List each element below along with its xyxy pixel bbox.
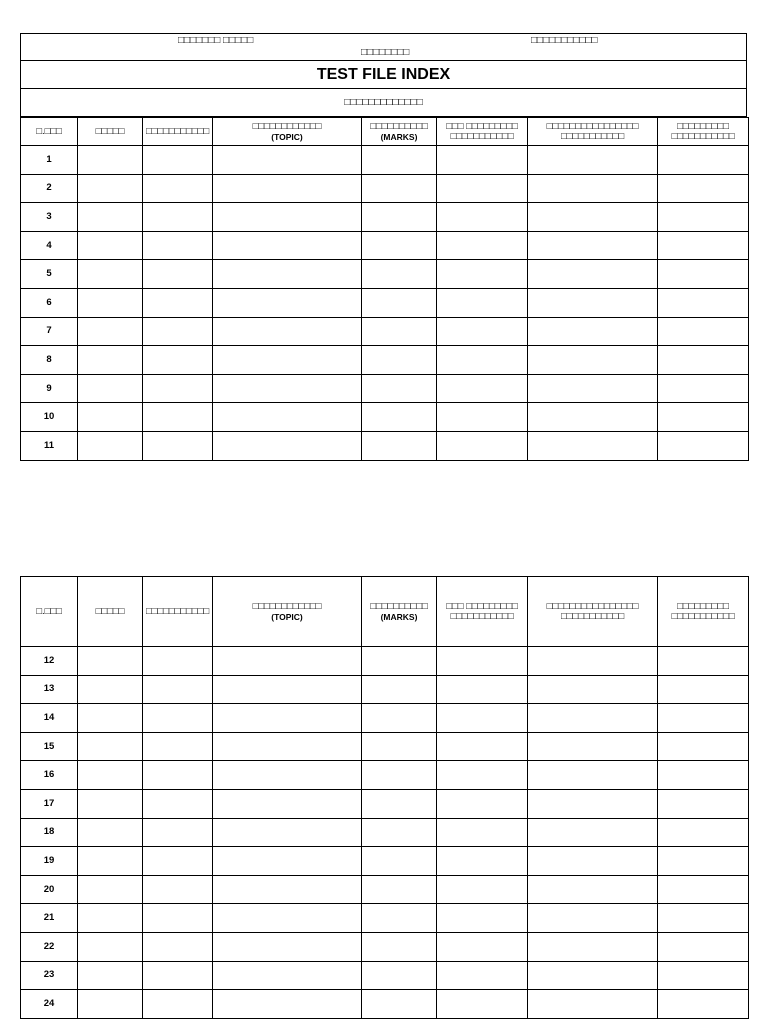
blank-entry-cell[interactable]: [362, 847, 437, 876]
column-header: [658, 577, 749, 647]
blank-entry-cell[interactable]: [213, 203, 362, 232]
blank-entry-cell[interactable]: [213, 675, 362, 704]
blank-entry-cell[interactable]: [362, 904, 437, 933]
blank-entry-cell[interactable]: [437, 875, 528, 904]
blank-entry-cell[interactable]: [143, 761, 213, 790]
blank-entry-cell[interactable]: [362, 789, 437, 818]
blank-entry-cell[interactable]: [213, 260, 362, 289]
blank-entry-cell[interactable]: [658, 875, 749, 904]
blank-entry-cell[interactable]: [78, 990, 143, 1019]
table-row: [21, 231, 749, 260]
blank-entry-cell[interactable]: [213, 146, 362, 175]
blank-entry-cell[interactable]: [143, 431, 213, 460]
blank-entry-cell[interactable]: [78, 288, 143, 317]
blank-entry-cell[interactable]: [437, 789, 528, 818]
table-row: [21, 174, 749, 203]
blank-entry-cell[interactable]: [658, 317, 749, 346]
blank-entry-cell[interactable]: [78, 260, 143, 289]
serial-number-cell: 13: [21, 675, 78, 704]
index-table-2: [20, 576, 749, 1019]
blank-entry-cell[interactable]: [437, 288, 528, 317]
blank-entry-cell[interactable]: [658, 789, 749, 818]
blank-entry-cell[interactable]: [78, 374, 143, 403]
blank-entry-cell[interactable]: [437, 818, 528, 847]
serial-number-cell: 22: [21, 932, 78, 961]
column-header: [21, 118, 78, 146]
blank-entry-cell[interactable]: [658, 732, 749, 761]
blank-entry-cell[interactable]: [143, 374, 213, 403]
blank-entry-cell[interactable]: [658, 932, 749, 961]
table-row: [21, 146, 749, 175]
blank-entry-cell[interactable]: [78, 317, 143, 346]
table-row: [21, 647, 749, 676]
blank-entry-cell[interactable]: [213, 761, 362, 790]
blank-entry-cell[interactable]: [78, 704, 143, 733]
table-row: [21, 704, 749, 733]
blank-entry-cell[interactable]: [658, 847, 749, 876]
table-row: [21, 789, 749, 818]
column-header-sublabel: (MARKS): [380, 611, 418, 622]
blank-entry-cell[interactable]: [213, 932, 362, 961]
blank-entry-cell[interactable]: [78, 875, 143, 904]
blank-entry-cell[interactable]: [528, 431, 658, 460]
table-body: [21, 146, 749, 461]
blank-entry-cell[interactable]: [437, 260, 528, 289]
blank-entry-cell[interactable]: [658, 904, 749, 933]
blank-entry-cell[interactable]: [362, 761, 437, 790]
blank-entry-cell[interactable]: [78, 761, 143, 790]
serial-number-cell: 9: [21, 374, 78, 403]
blank-entry-cell[interactable]: [78, 789, 143, 818]
blank-entry-cell[interactable]: [213, 346, 362, 375]
blank-entry-cell[interactable]: [213, 403, 362, 432]
blank-entry-cell[interactable]: [213, 875, 362, 904]
column-header-label: □□□ □□□□□□□□□ □□□□□□□□□□□: [446, 600, 518, 622]
blank-entry-cell[interactable]: [528, 932, 658, 961]
blank-entry-cell[interactable]: [143, 932, 213, 961]
column-header-label: □.□□□: [36, 125, 62, 137]
blank-entry-cell[interactable]: [143, 904, 213, 933]
table-row: [21, 374, 749, 403]
blank-entry-cell[interactable]: [437, 990, 528, 1019]
table-body: [21, 647, 749, 1019]
blank-entry-cell[interactable]: [528, 818, 658, 847]
blank-entry-cell[interactable]: [658, 403, 749, 432]
blank-entry-cell[interactable]: [213, 317, 362, 346]
blank-entry-cell[interactable]: [528, 174, 658, 203]
table-row: [21, 346, 749, 375]
blank-entry-cell[interactable]: [437, 231, 528, 260]
column-header: [213, 118, 362, 146]
column-header: [528, 577, 658, 647]
blank-entry-cell[interactable]: [528, 789, 658, 818]
blank-entry-cell[interactable]: [658, 818, 749, 847]
blank-entry-cell[interactable]: [528, 675, 658, 704]
column-header: [213, 577, 362, 647]
blank-entry-cell[interactable]: [78, 431, 143, 460]
blank-entry-cell[interactable]: [143, 647, 213, 676]
serial-number-cell: 12: [21, 647, 78, 676]
column-header: [437, 118, 528, 146]
blank-entry-cell[interactable]: [437, 403, 528, 432]
blank-entry-cell[interactable]: [213, 990, 362, 1019]
blank-entry-cell[interactable]: [528, 990, 658, 1019]
column-header-label: □□□□□□□□□□□: [145, 605, 210, 617]
blank-entry-cell[interactable]: [437, 346, 528, 375]
blank-entry-cell[interactable]: [528, 346, 658, 375]
serial-number-cell: 8: [21, 346, 78, 375]
table-row: [21, 675, 749, 704]
blank-entry-cell[interactable]: [528, 260, 658, 289]
blank-entry-cell[interactable]: [437, 174, 528, 203]
table-row: [21, 761, 749, 790]
blank-entry-cell[interactable]: [528, 403, 658, 432]
blank-entry-cell[interactable]: [528, 847, 658, 876]
blank-entry-cell[interactable]: [528, 647, 658, 676]
blank-entry-cell[interactable]: [528, 875, 658, 904]
blank-entry-cell[interactable]: [78, 961, 143, 990]
blank-entry-cell[interactable]: [362, 875, 437, 904]
table-row: [21, 260, 749, 289]
blank-entry-cell[interactable]: [437, 431, 528, 460]
blank-entry-cell[interactable]: [213, 818, 362, 847]
blank-entry-cell[interactable]: [658, 288, 749, 317]
blank-entry-cell[interactable]: [362, 932, 437, 961]
serial-number-cell: 7: [21, 317, 78, 346]
blank-entry-cell[interactable]: [78, 203, 143, 232]
class-label: □□□□□□□□: [361, 47, 410, 58]
blank-entry-cell[interactable]: [78, 818, 143, 847]
blank-entry-cell[interactable]: [78, 904, 143, 933]
blank-entry-cell[interactable]: [528, 961, 658, 990]
blank-entry-cell[interactable]: [437, 847, 528, 876]
serial-number-cell: 14: [21, 704, 78, 733]
blank-entry-cell[interactable]: [78, 403, 143, 432]
blank-entry-cell[interactable]: [658, 761, 749, 790]
column-header-label: □□□□□□□□□□□□□□□□ □□□□□□□□□□□: [546, 600, 639, 622]
blank-entry-cell[interactable]: [362, 203, 437, 232]
blank-entry-cell[interactable]: [437, 932, 528, 961]
subject-label: □□□□□□□□□□□: [531, 35, 598, 46]
blank-entry-cell[interactable]: [658, 231, 749, 260]
blank-entry-cell[interactable]: [213, 704, 362, 733]
column-header-label: □.□□□: [36, 605, 62, 617]
column-header-label: □□□□□□□□□ □□□□□□□□□□□: [671, 600, 735, 622]
blank-entry-cell[interactable]: [658, 146, 749, 175]
blank-entry-cell[interactable]: [437, 146, 528, 175]
column-header-label: □□□□□□□□□□□□□□□□ □□□□□□□□□□□: [546, 120, 639, 142]
column-header: [528, 118, 658, 146]
blank-entry-cell[interactable]: [658, 346, 749, 375]
table-row: [21, 875, 749, 904]
blank-entry-cell[interactable]: [362, 732, 437, 761]
blank-entry-cell[interactable]: [362, 961, 437, 990]
column-header: [78, 577, 143, 647]
blank-entry-cell[interactable]: [437, 203, 528, 232]
blank-entry-cell[interactable]: [362, 675, 437, 704]
school-name-label: □□□□□□□ □□□□□: [178, 35, 254, 46]
blank-entry-cell[interactable]: [78, 732, 143, 761]
header-row: [20, 33, 747, 61]
blank-entry-cell[interactable]: [362, 174, 437, 203]
blank-entry-cell[interactable]: [143, 732, 213, 761]
blank-entry-cell[interactable]: [213, 961, 362, 990]
blank-entry-cell[interactable]: [362, 431, 437, 460]
column-header-label: □□□□□□□□□□: [370, 600, 428, 612]
blank-entry-cell[interactable]: [143, 346, 213, 375]
column-header-label: □□□□□□□□□□□: [145, 125, 210, 137]
blank-entry-cell[interactable]: [362, 346, 437, 375]
blank-entry-cell[interactable]: [78, 346, 143, 375]
blank-entry-cell[interactable]: [213, 231, 362, 260]
table-row: [21, 932, 749, 961]
blank-entry-cell[interactable]: [362, 317, 437, 346]
blank-entry-cell[interactable]: [362, 374, 437, 403]
column-header: [437, 577, 528, 647]
serial-number-cell: 15: [21, 732, 78, 761]
blank-entry-cell[interactable]: [658, 174, 749, 203]
blank-entry-cell[interactable]: [437, 317, 528, 346]
blank-entry-cell[interactable]: [143, 704, 213, 733]
table-row: [21, 961, 749, 990]
column-header-label: □□□ □□□□□□□□□ □□□□□□□□□□□: [446, 120, 518, 142]
blank-entry-cell[interactable]: [143, 675, 213, 704]
column-header-label: □□□□□□□□□ □□□□□□□□□□□: [671, 120, 735, 142]
blank-entry-cell[interactable]: [143, 317, 213, 346]
serial-number-cell: 1: [21, 146, 78, 175]
serial-number-cell: 11: [21, 431, 78, 460]
blank-entry-cell[interactable]: [78, 174, 143, 203]
column-header: [78, 118, 143, 146]
serial-number-cell: 21: [21, 904, 78, 933]
blank-entry-cell[interactable]: [213, 174, 362, 203]
blank-entry-cell[interactable]: [658, 203, 749, 232]
blank-entry-cell[interactable]: [528, 146, 658, 175]
table-header-row: [21, 577, 749, 647]
serial-number-cell: 18: [21, 818, 78, 847]
column-header: [362, 577, 437, 647]
blank-entry-cell[interactable]: [78, 932, 143, 961]
blank-entry-cell[interactable]: [437, 647, 528, 676]
column-header-label: □□□□□: [95, 605, 125, 617]
blank-entry-cell[interactable]: [362, 818, 437, 847]
table-row: [21, 847, 749, 876]
column-header: [21, 577, 78, 647]
serial-number-cell: 23: [21, 961, 78, 990]
blank-entry-cell[interactable]: [437, 675, 528, 704]
blank-entry-cell[interactable]: [437, 374, 528, 403]
serial-number-cell: 3: [21, 203, 78, 232]
column-header-label: □□□□□□□□□□□□: [252, 600, 322, 612]
blank-entry-cell[interactable]: [143, 174, 213, 203]
blank-entry-cell[interactable]: [362, 231, 437, 260]
serial-number-cell: 20: [21, 875, 78, 904]
blank-entry-cell[interactable]: [528, 231, 658, 260]
blank-entry-cell[interactable]: [658, 647, 749, 676]
table-row: [21, 818, 749, 847]
serial-number-cell: 4: [21, 231, 78, 260]
column-header: [143, 118, 213, 146]
blank-entry-cell[interactable]: [213, 904, 362, 933]
blank-entry-cell[interactable]: [658, 704, 749, 733]
serial-number-cell: 10: [21, 403, 78, 432]
blank-entry-cell[interactable]: [78, 847, 143, 876]
table-row: [21, 732, 749, 761]
blank-entry-cell[interactable]: [437, 732, 528, 761]
blank-entry-cell[interactable]: [143, 847, 213, 876]
serial-number-cell: 24: [21, 990, 78, 1019]
serial-number-cell: 2: [21, 174, 78, 203]
blank-entry-cell[interactable]: [143, 403, 213, 432]
blank-entry-cell[interactable]: [78, 231, 143, 260]
blank-entry-cell[interactable]: [78, 146, 143, 175]
serial-number-cell: 16: [21, 761, 78, 790]
blank-entry-cell[interactable]: [143, 288, 213, 317]
blank-entry-cell[interactable]: [528, 203, 658, 232]
table-row: [21, 904, 749, 933]
blank-entry-cell[interactable]: [213, 847, 362, 876]
blank-entry-cell[interactable]: [213, 431, 362, 460]
column-header: [143, 577, 213, 647]
blank-entry-cell[interactable]: [528, 288, 658, 317]
blank-entry-cell[interactable]: [143, 789, 213, 818]
blank-entry-cell[interactable]: [78, 675, 143, 704]
column-header-label: □□□□□□□□□□: [370, 120, 428, 132]
serial-number-cell: 6: [21, 288, 78, 317]
table-row: [21, 288, 749, 317]
page-title: TEST FILE INDEX: [20, 60, 747, 89]
column-header: [658, 118, 749, 146]
blank-entry-cell[interactable]: [658, 961, 749, 990]
table-header-row: [21, 118, 749, 146]
blank-entry-cell[interactable]: [213, 374, 362, 403]
column-header-label: □□□□□□□□□□□□: [252, 120, 322, 132]
blank-entry-cell[interactable]: [362, 146, 437, 175]
blank-entry-cell[interactable]: [528, 317, 658, 346]
blank-entry-cell[interactable]: [437, 761, 528, 790]
table-row: [21, 403, 749, 432]
blank-entry-cell[interactable]: [362, 647, 437, 676]
blank-entry-cell[interactable]: [437, 904, 528, 933]
blank-entry-cell[interactable]: [658, 260, 749, 289]
table-row: [21, 203, 749, 232]
column-header-label: □□□□□: [95, 125, 125, 137]
blank-entry-cell[interactable]: [528, 704, 658, 733]
blank-entry-cell[interactable]: [362, 288, 437, 317]
blank-entry-cell[interactable]: [213, 732, 362, 761]
column-header-sublabel: (MARKS): [380, 131, 418, 142]
blank-entry-cell[interactable]: [143, 990, 213, 1019]
blank-entry-cell[interactable]: [213, 647, 362, 676]
blank-entry-cell[interactable]: [362, 403, 437, 432]
blank-entry-cell[interactable]: [362, 704, 437, 733]
table-row: [21, 990, 749, 1019]
blank-entry-cell[interactable]: [362, 260, 437, 289]
blank-entry-cell[interactable]: [528, 761, 658, 790]
table-row: [21, 431, 749, 460]
blank-entry-cell[interactable]: [143, 875, 213, 904]
blank-entry-cell[interactable]: [143, 146, 213, 175]
column-header-sublabel: (TOPIC): [271, 131, 303, 142]
blank-entry-cell[interactable]: [528, 732, 658, 761]
serial-number-cell: 19: [21, 847, 78, 876]
blank-entry-cell[interactable]: [213, 288, 362, 317]
blank-entry-cell[interactable]: [143, 961, 213, 990]
blank-entry-cell[interactable]: [528, 374, 658, 403]
column-header: [362, 118, 437, 146]
blank-entry-cell[interactable]: [437, 704, 528, 733]
blank-entry-cell[interactable]: [143, 818, 213, 847]
blank-entry-cell[interactable]: [362, 990, 437, 1019]
index-table-1: [20, 117, 749, 461]
blank-entry-cell[interactable]: [658, 374, 749, 403]
blank-entry-cell[interactable]: [437, 961, 528, 990]
table-row: [21, 317, 749, 346]
blank-entry-cell[interactable]: [143, 203, 213, 232]
blank-entry-cell[interactable]: [143, 260, 213, 289]
serial-number-cell: 17: [21, 789, 78, 818]
blank-entry-cell[interactable]: [658, 990, 749, 1019]
column-header-sublabel: (TOPIC): [271, 611, 303, 622]
blank-entry-cell[interactable]: [658, 675, 749, 704]
blank-entry-cell[interactable]: [658, 431, 749, 460]
blank-entry-cell[interactable]: [528, 904, 658, 933]
blank-entry-cell[interactable]: [213, 789, 362, 818]
page-subtitle: □□□□□□□□□□□□□: [20, 89, 747, 117]
serial-number-cell: 5: [21, 260, 78, 289]
blank-entry-cell[interactable]: [78, 647, 143, 676]
blank-entry-cell[interactable]: [143, 231, 213, 260]
